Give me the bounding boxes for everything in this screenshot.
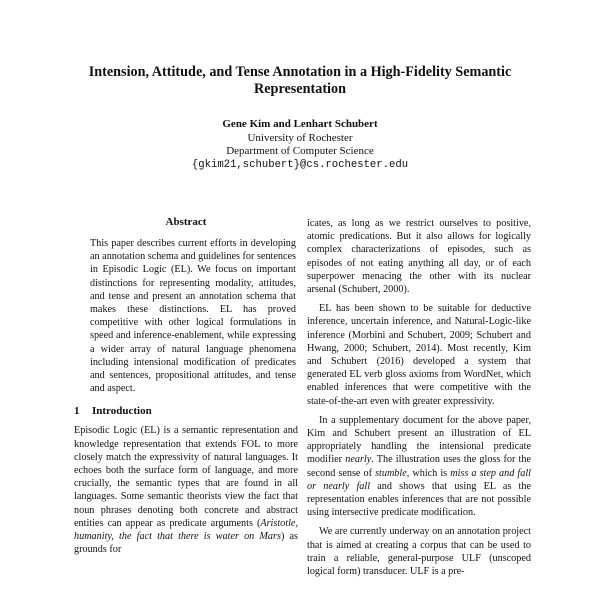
intro-text-b: ) as grounds for <box>74 531 298 556</box>
author-names: Gene Kim and Lenhart Schubert <box>222 118 378 130</box>
paper-title <box>60 64 540 98</box>
title-line-1: Intension, Attitude, and Tense Annotation in a High-Fidelity Semantic <box>88 64 512 80</box>
author-block <box>60 118 540 172</box>
right-paragraph-3 <box>307 414 531 520</box>
p3-text-b: . The illustration uses the gloss for the second sense of <box>307 454 531 479</box>
affiliation-department: Department of Computer Science <box>226 145 374 157</box>
abstract-text: This paper describes current efforts in developing an annotation schema and guidelines for sentences in Episodic Logic (EL). We focus on important distinctions for representing modality, attitudes, and tense and present an annotation schema that makes these distinctions. EL has proved competitive with other logical formulations in speed and inference-enablement, while expressing a wider array of natural language phenomena including intensional modification of predicates and sentences, propositional attitudes, and tense and aspect. <box>90 238 296 395</box>
p3-italic-gloss: miss a step and fall or nearly fall <box>307 467 531 492</box>
intro-examples: Aristotle, humanity, the fact that there is water on Mars <box>74 517 298 543</box>
p3-italic-stumble: stumble <box>375 467 407 479</box>
affiliation-university: University of Rochester <box>247 131 353 144</box>
right-paragraph-1: icates, as long as we restrict ourselves to positive, atomic predications. But it also allows for logically complex characterizations of episodes, such as episodes of not eating anything all day, or of each superpower menacing the other with its nuclear arsenal (Schubert, 2000). <box>307 218 531 296</box>
title-line-2: Representation <box>254 81 346 97</box>
section-number: 1 <box>74 405 80 418</box>
right-column <box>307 217 531 584</box>
p3-italic-nearly: nearly <box>345 454 372 466</box>
p3-text-a: In a supplementary document for the above paper, Kim and Schubert present an illustration of EL appropriately handling the intensional predicate modifier <box>307 414 531 466</box>
p3-text-c: , which is <box>406 467 451 479</box>
abstract-heading: Abstract <box>165 216 207 228</box>
intro-paragraph <box>74 424 298 556</box>
section-title: Introduction <box>92 405 152 418</box>
section-heading-introduction <box>74 404 298 418</box>
right-paragraph-4: We are currently underway on an annotation project that is aimed at creating a corpus that can be used to train a reliable, general-purpose ULF (unscoped logical form) transducer. ULF is a pre- <box>307 526 531 578</box>
right-paragraph-2: EL has been shown to be suitable for deductive inference, uncertain inference, and Natural-Logic-like inference (Morbini and Schubert, 2009; Schubert and Hwang, 2000; Schubert, 2014). Most recently, Kim and Schubert (2016) developed a system that generated EL verb gloss axioms from WordNet, which enabled inferences that were competitive with the state-of-the-art even with greater expressivity. <box>307 303 531 407</box>
author-email: {gkim21,schubert}@cs.rochester.edu <box>191 158 409 171</box>
p3-text-d: and shows that using EL as the representation enables inferences that are not possible using intersective predicate modification. <box>307 480 531 519</box>
left-column <box>74 215 298 556</box>
intro-text-a: Episodic Logic (EL) is a semantic representation and knowledge representation that extends FOL to more closely match the expressivity of natural languages. It echoes both the surface form of language, and more crucially, the semantic types that are found in all languages. Some semantic theorists view the fact that noun phrases denoting both concrete and abstract entities can appear as predicate arguments ( <box>74 425 298 529</box>
